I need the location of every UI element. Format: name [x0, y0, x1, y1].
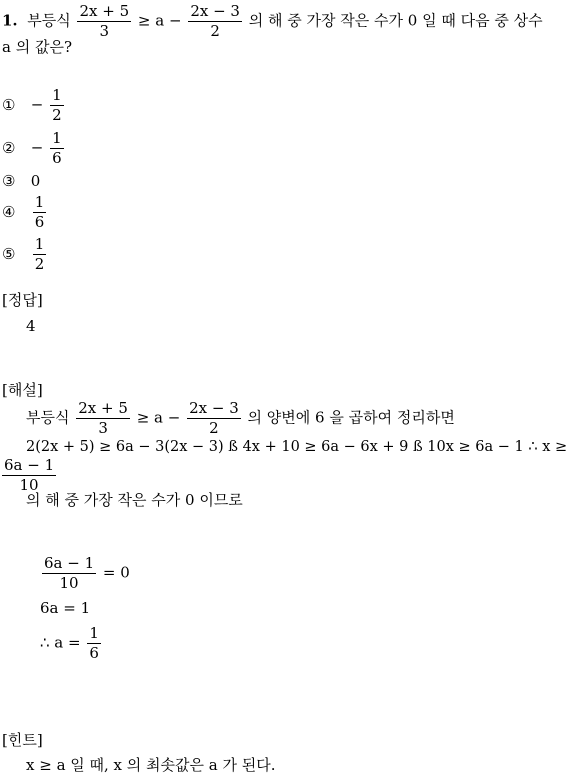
question-line-2: a 의 값은?: [2, 38, 72, 56]
answer-label: [정답]: [2, 291, 43, 309]
option-4-fraction: [33, 195, 47, 230]
option-1-den: 2: [52, 106, 62, 124]
option-4-den: 6: [34, 213, 45, 231]
solution-line-1: [26, 401, 455, 436]
option-5-marker: ⑤: [2, 244, 16, 263]
option-5-num: 1: [34, 235, 45, 253]
question-lead: 부등식: [27, 11, 71, 30]
option-1-fraction: [50, 88, 64, 123]
option-3[interactable]: [2, 174, 40, 189]
option-2-marker: ②: [2, 138, 16, 157]
question-lhs-num: 2x + 5: [79, 2, 130, 20]
equation-3-lead: ∴ a =: [40, 633, 81, 652]
solution-line-1-mid: ≥ a −: [136, 408, 181, 427]
solution-rhs-fraction: [187, 401, 241, 436]
option-5-den: 2: [34, 255, 45, 273]
option-2-fraction: [50, 131, 64, 166]
option-1[interactable]: [2, 88, 66, 123]
question-mid: ≥ a −: [137, 11, 182, 30]
equation-3-den: 6: [89, 644, 99, 662]
option-5[interactable]: [2, 237, 48, 272]
option-4[interactable]: [2, 195, 48, 230]
option-1-marker: ①: [2, 95, 16, 114]
solution-x-bound-den: 10: [19, 476, 39, 494]
equation-1-den: 10: [59, 574, 79, 592]
solution-line-1-lead: 부등식: [26, 408, 70, 427]
question-rhs-fraction: [188, 4, 242, 39]
option-2[interactable]: [2, 131, 66, 166]
option-5-fraction: [33, 237, 47, 272]
solution-line-4: 의 해 중 가장 작은 수가 0 이므로: [26, 491, 243, 509]
solution-lhs-fraction: [76, 401, 130, 436]
solution-line-1-tail: 의 양변에 6 을 곱하여 정리하면: [247, 408, 455, 427]
solution-rhs-num: 2x − 3: [189, 399, 239, 417]
equation-1: [40, 556, 130, 591]
equation-1-fraction: [42, 556, 96, 591]
solution-line-2: 2(2x + 5) ≥ 6a − 3(2x − 3) ß 4x + 10 ≥ 6a − 6x + 9 ß 10x ≥ 6a − 1 ∴ x ≥: [26, 439, 568, 455]
solution-x-bound-num: 6a − 1: [4, 456, 55, 474]
solution-rhs-den: 2: [209, 419, 219, 437]
question-tail: 의 해 중 가장 작은 수가 0 일 때 다음 중 상수: [248, 11, 543, 30]
option-4-num: 1: [34, 193, 45, 211]
question-rhs-num: 2x − 3: [190, 2, 240, 20]
solution-x-bound-fraction: [2, 458, 56, 493]
answer-value: 4: [26, 317, 36, 335]
option-3-marker: ③: [2, 172, 16, 190]
solution-label: [해설]: [2, 381, 43, 399]
question-line-1: [2, 4, 543, 39]
solution-line-3-fraction: [0, 458, 58, 493]
equation-3-num: 1: [89, 624, 99, 642]
solution-lhs-num: 2x + 5: [78, 399, 128, 417]
equation-3: [40, 626, 103, 661]
hint-text: x ≥ a 일 때, x 의 최솟값은 a 가 된다.: [26, 756, 276, 774]
hint-label: [힌트]: [2, 731, 43, 749]
equation-2: 6a = 1: [40, 599, 91, 617]
option-1-sign: −: [30, 95, 44, 114]
solution-lhs-den: 3: [98, 419, 108, 437]
question-number: 1.: [2, 11, 18, 30]
option-3-value: 0: [30, 172, 41, 190]
question-lhs-fraction: [77, 4, 131, 39]
option-2-den: 6: [52, 149, 62, 167]
equation-3-fraction: [87, 626, 101, 661]
option-2-num: 1: [52, 129, 62, 147]
equation-1-rhs: = 0: [102, 563, 130, 582]
question-lhs-den: 3: [99, 22, 110, 40]
question-rhs-den: 2: [210, 22, 220, 40]
option-1-num: 1: [52, 86, 62, 104]
option-4-marker: ④: [2, 202, 16, 221]
equation-1-num: 6a − 1: [44, 554, 95, 572]
option-2-sign: −: [30, 138, 44, 157]
